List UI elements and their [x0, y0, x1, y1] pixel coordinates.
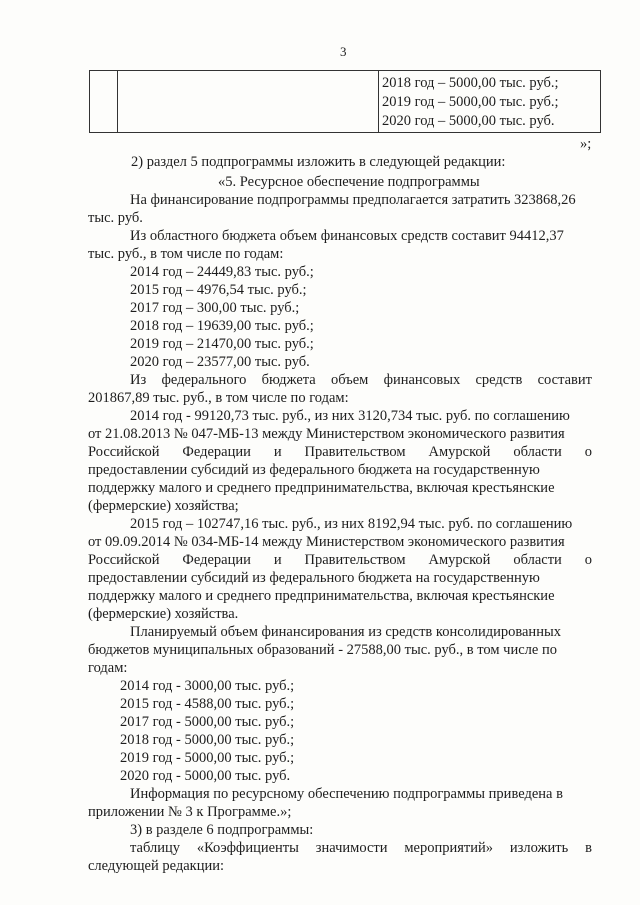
paragraph-line: поддержку малого и среднего предпринимательства, включая крестьянские: [88, 588, 555, 604]
paragraph-line: 201867,89 тыс. руб., в том числе по годам:: [88, 390, 349, 406]
list-item: 2019 год – 21470,00 тыс. руб.;: [130, 336, 314, 352]
paragraph-line: предоставлении субсидий из федерального бюджета на государственную: [88, 570, 540, 586]
paragraph-line: приложении № 3 к Программе.»;: [88, 804, 292, 820]
paragraph-line: Из областного бюджета объем финансовых средств составит 94412,37: [130, 228, 564, 244]
paragraph-line: таблицу «Коэффициенты значимости мероприятий» изложить в: [130, 840, 592, 856]
paragraph-line: (фермерские) хозяйства.: [88, 606, 239, 622]
list-item: 2018 год - 5000,00 тыс. руб.;: [120, 732, 295, 748]
page-number: 3: [340, 44, 347, 59]
paragraph-line: поддержку малого и среднего предпринимательства, включая крестьянские: [88, 480, 555, 496]
section-heading: «5. Ресурсное обеспечение подпрограммы: [218, 174, 480, 190]
list-item: 2018 год – 19639,00 тыс. руб.;: [130, 318, 314, 334]
paragraph-line: Из федерального бюджета объем финансовых средств составит: [130, 372, 592, 388]
paragraph-line: Российской Федерации и Правительством Амурской области о: [88, 552, 592, 568]
paragraph-line: бюджетов муниципальных образований - 27588,00 тыс. руб., в том числе по: [88, 642, 557, 658]
paragraph-line: от 21.08.2013 № 047-МБ-13 между Министерством экономического развития: [88, 426, 565, 442]
funding-table-fragment: [89, 70, 601, 133]
paragraph-line: годам:: [88, 660, 128, 676]
list-item: 2014 год - 3000,00 тыс. руб.;: [120, 678, 295, 694]
paragraph-line: предоставлении субсидий из федерального бюджета на государственную: [88, 462, 540, 478]
paragraph-line: тыс. руб.: [88, 210, 143, 226]
table-cell: [378, 71, 379, 132]
paragraph-line: 2014 год - 99120,73 тыс. руб., из них 3120,734 тыс. руб. по соглашению: [130, 408, 570, 424]
list-item: 2014 год – 24449,83 тыс. руб.;: [130, 264, 314, 280]
table-row: 2019 год – 5000,00 тыс. руб.;: [382, 94, 559, 110]
list-item: 2017 год – 300,00 тыс. руб.;: [130, 300, 300, 316]
paragraph-line: от 09.09.2014 № 034-МБ-14 между Министерством экономического развития: [88, 534, 565, 550]
paragraph-line: тыс. руб., в том числе по годам:: [88, 246, 284, 262]
list-item: 2017 год - 5000,00 тыс. руб.;: [120, 714, 295, 730]
table-cell: [90, 71, 118, 132]
paragraph-line: Российской Федерации и Правительством Амурской области о: [88, 444, 592, 460]
list-item: 2015 год - 4588,00 тыс. руб.;: [120, 696, 295, 712]
list-item: 2015 год – 4976,54 тыс. руб.;: [130, 282, 307, 298]
quote-close: »;: [580, 136, 592, 152]
table-cell-text: [382, 74, 559, 131]
paragraph-line: 3) в разделе 6 подпрограммы:: [130, 822, 314, 838]
table-row: 2020 год – 5000,00 тыс. руб.: [382, 113, 555, 129]
paragraph-line: Информация по ресурсному обеспечению подпрограммы приведена в: [130, 786, 563, 802]
paragraph-line: следующей редакции:: [88, 858, 225, 874]
paragraph-line: 2) раздел 5 подпрограммы изложить в следующей редакции:: [131, 154, 506, 170]
paragraph-line: 2015 год – 102747,16 тыс. руб., из них 8192,94 тыс. руб. по соглашению: [130, 516, 573, 532]
paragraph-line: Планируемый объем финансирования из средств консолидированных: [130, 624, 561, 640]
list-item: 2019 год - 5000,00 тыс. руб.;: [120, 750, 295, 766]
paragraph-line: (фермерские) хозяйства;: [88, 498, 239, 514]
list-item: 2020 год - 5000,00 тыс. руб.: [120, 768, 291, 784]
paragraph-line: На финансирование подпрограммы предполагается затратить 323868,26: [130, 192, 576, 208]
list-item: 2020 год – 23577,00 тыс. руб.: [130, 354, 310, 370]
table-row: 2018 год – 5000,00 тыс. руб.;: [382, 75, 559, 91]
